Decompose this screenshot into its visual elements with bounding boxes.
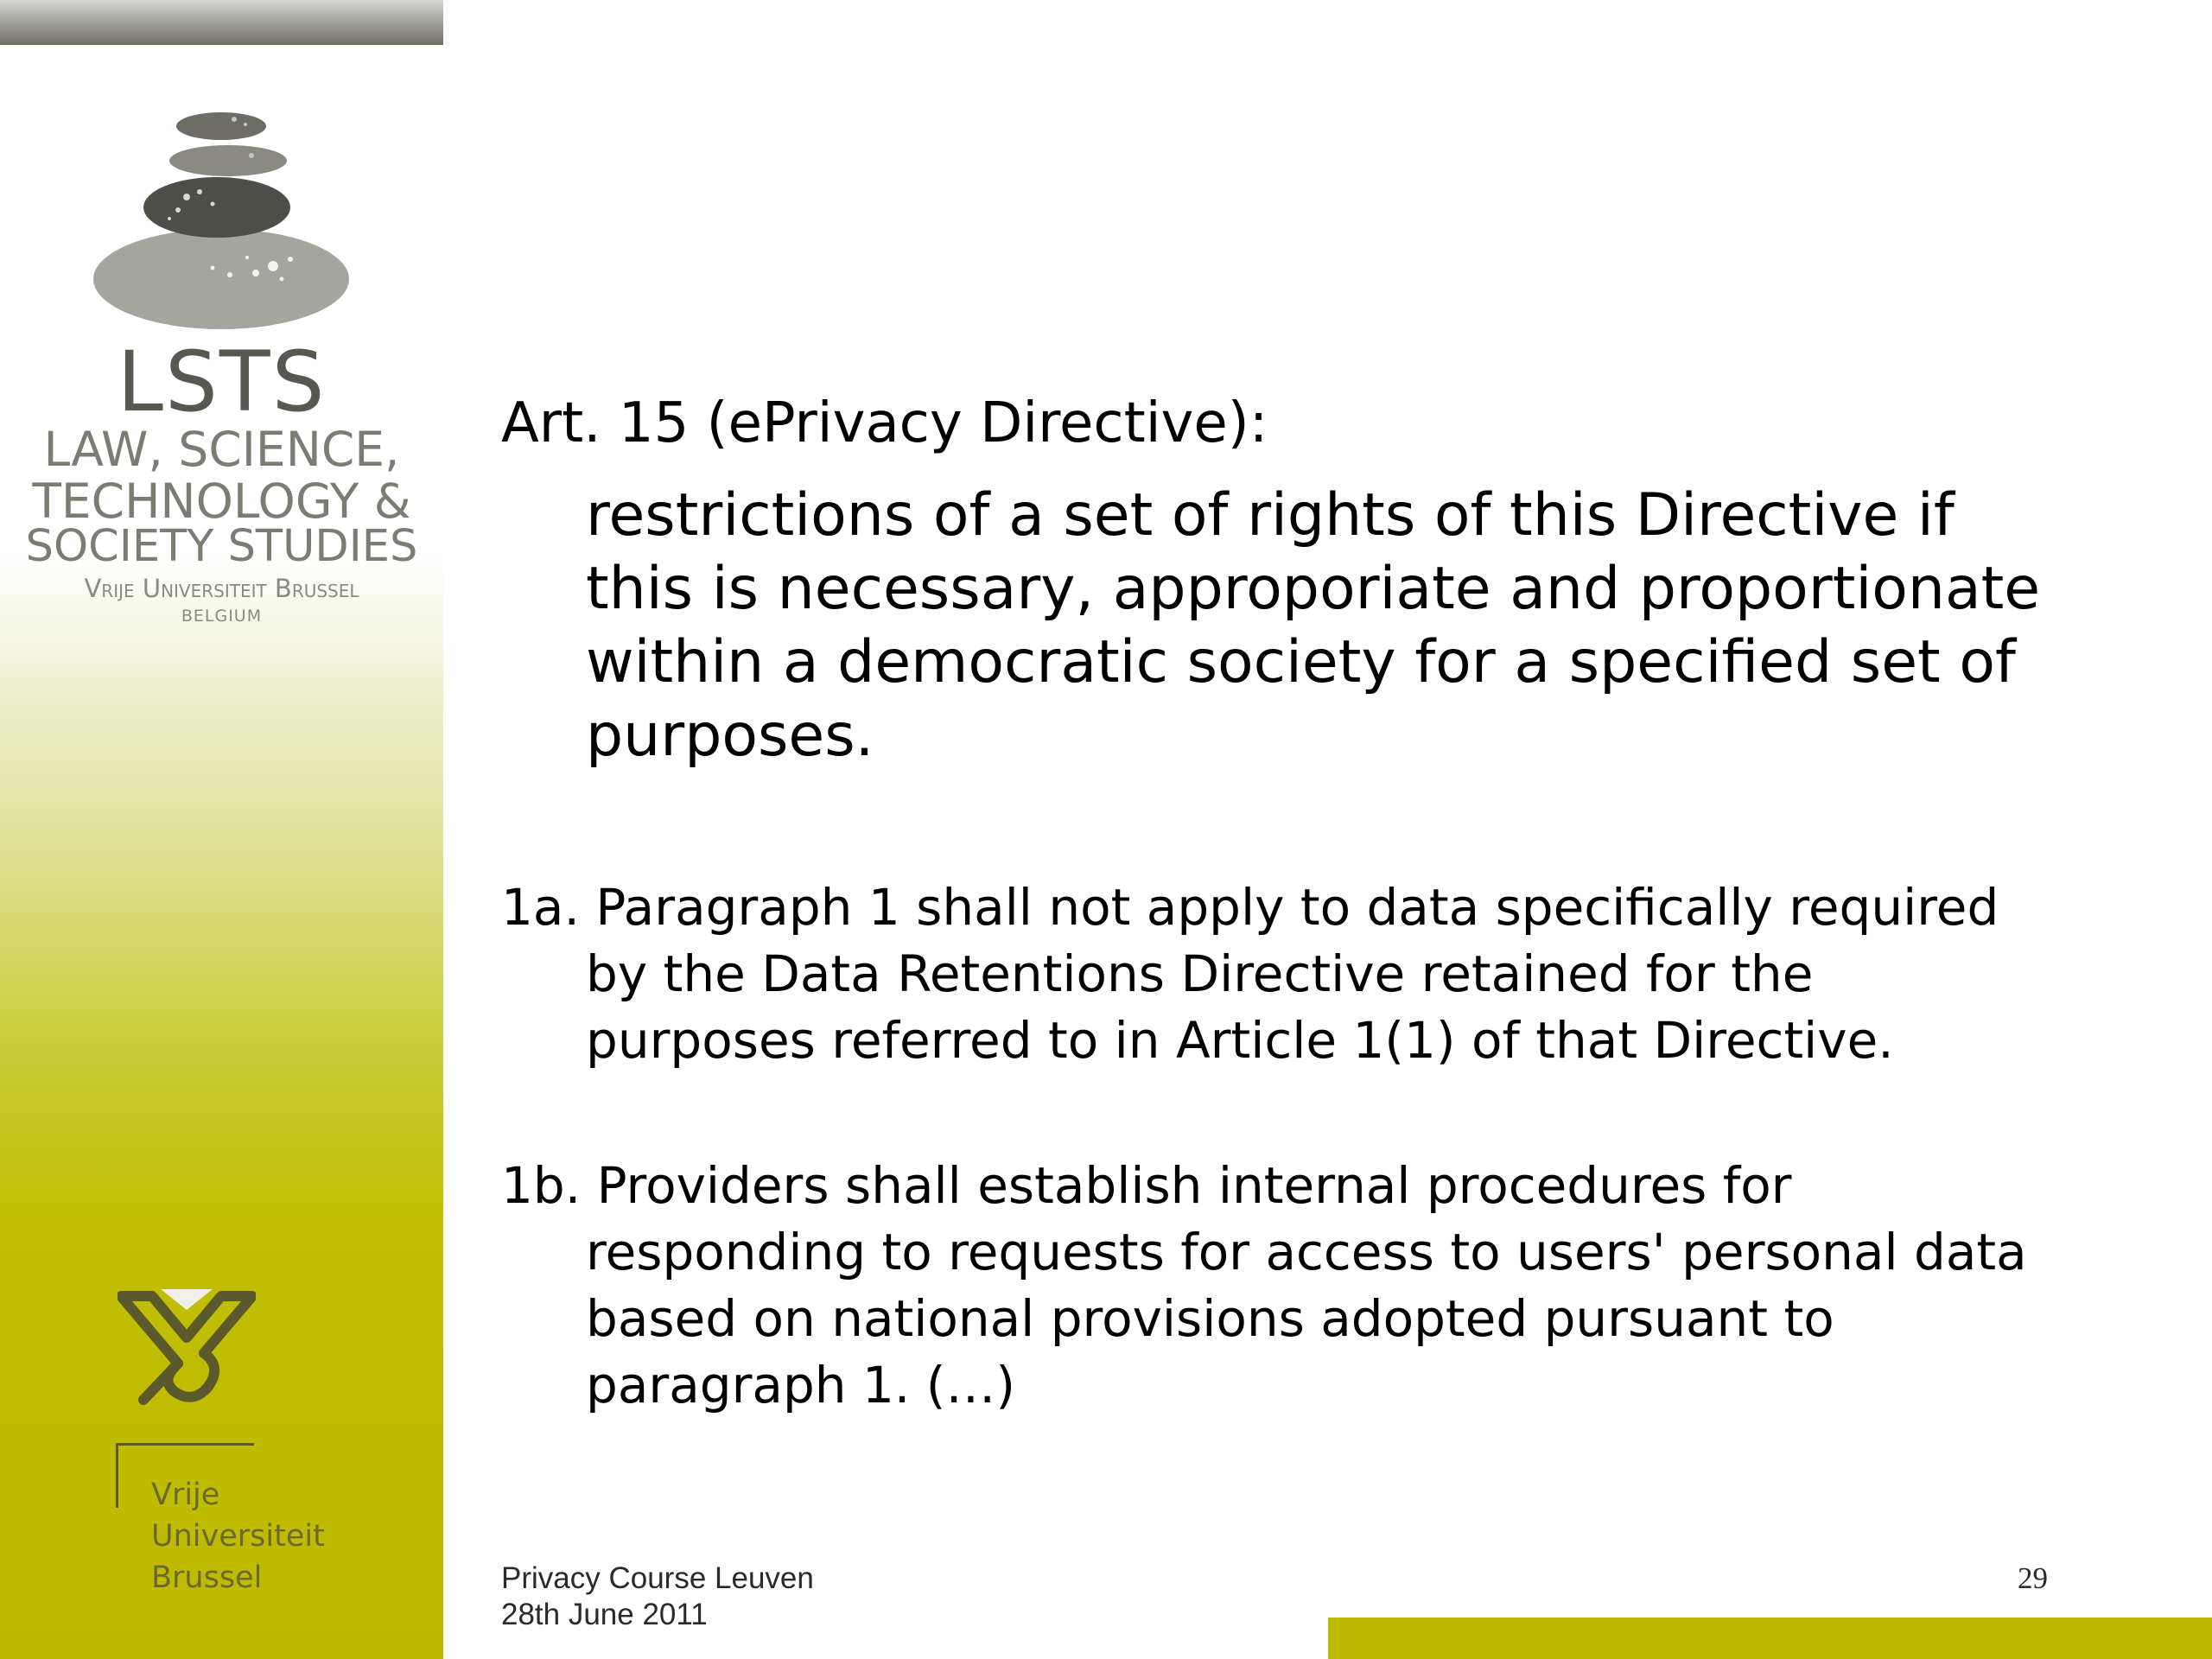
list-item: 1a. Paragraph 1 shall not apply to data specifically required by the Data Retentions Directive retained for the purposes referred to in Article 1(1) of that Directive.: [501, 878, 1999, 1070]
footer-date: 28th June 2011: [501, 1598, 708, 1631]
logo-country: BELGIUM: [181, 607, 263, 626]
logo-line-2: TECHNOLOGY &: [32, 474, 411, 529]
logo-line-3: SOCIETY STUDIES: [25, 521, 418, 572]
vub-emblem-icon: [118, 1287, 256, 1408]
page-number: 29: [2018, 1561, 2048, 1595]
logo-university: Vrije Universiteit Brussel: [84, 574, 359, 603]
sidebar-top-bar: [0, 0, 443, 45]
list-item: 1b. Providers shall establish internal procedures for responding to requests for access to users' personal data based on national provisions adopted pursuant to paragraph 1. (…): [501, 1156, 2027, 1414]
sub-paragraph: restrictions of a set of rights of this Directive if this is necessary, approporiate and proportionate within a democratic society for a specified set of purposes.: [586, 481, 2041, 770]
footer: [501, 1560, 814, 1633]
logo-line-1: LAW, SCIENCE,: [43, 422, 400, 477]
vub-wordmark: [151, 1474, 325, 1599]
bottom-accent-bar: [1328, 1618, 2212, 1659]
vub-line-2: Universiteit: [151, 1519, 325, 1554]
stones-logo-icon: [83, 102, 359, 335]
slide-heading: Art. 15 (ePrivacy Directive):: [501, 391, 1268, 455]
sidebar: [0, 0, 443, 1659]
vub-line-1: Vrije: [151, 1478, 220, 1512]
footer-course: Privacy Course Leuven: [501, 1561, 814, 1595]
logo-lsts: LSTS: [117, 334, 327, 430]
vub-line-3: Brussel: [151, 1560, 263, 1595]
